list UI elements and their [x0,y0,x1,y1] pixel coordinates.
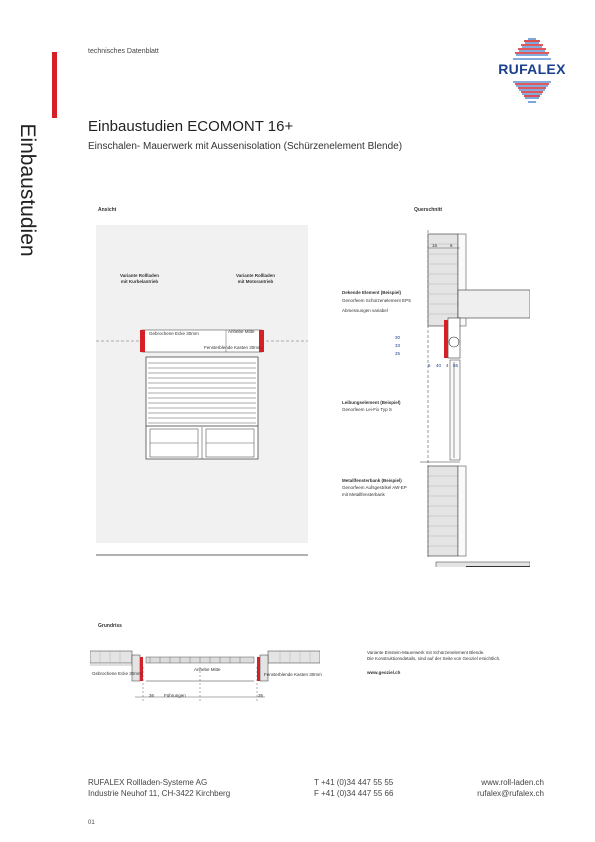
page-title: Einbaustudien ECOMONT 16+ [88,118,294,135]
querschnitt-drawing [400,222,530,567]
doc-type: technisches Datenblatt [88,48,159,55]
gr-dim-right: 36 [258,693,264,698]
querschnitt-label: Querschnitt [414,207,443,213]
element-line-1: Genorfeem Schürzenelement EPS [342,298,412,303]
dim-top-16: 16 [432,243,438,248]
gr-label-fensterblende: Fensterblende Kasten 30mm [264,672,322,677]
element-line-2: Abmessungen variabel [342,308,388,313]
ansicht-label: Ansicht [98,207,117,213]
footer-web-link[interactable]: www.roll-laden.ch [481,778,544,787]
brand-name: RUFALEX [498,61,566,77]
dim-bottom-4: 4 [446,363,449,368]
note-text: Variante Einstein-Mauerwerk mit Schürzenelement Blende. Die Konstruktionsdetails, sind auf der Seite von Geoziel ersichtlich. [367,650,501,662]
footer-email-link[interactable]: rufalex@rufalex.ch [477,789,544,798]
label-gebrochen: Gebrochene Ecke 30mm [149,331,199,336]
accent-bar [52,52,57,118]
footer-contact: T +41 (0)34 447 55 55 F +41 (0)34 447 55 66 [314,778,394,798]
dim-top-6: 6 [450,243,453,248]
label-anhebe: Anhebe Mitte [228,329,255,334]
dim-side-33: 33 [395,343,401,348]
page-subtitle: Einschalen- Mauerwerk mit Aussenisolation (Schürzenelement Blende) [88,141,403,152]
footer-web [440,777,544,799]
dim-bottom-5: 5 [428,363,431,368]
metall-title: Metallfensterbank (Beispiel) [342,478,402,483]
leibung-line-1: Genorfeem Lei-Fix Typ S [342,407,392,412]
metall-line-2: mit Metallfensterbank [342,492,385,497]
dim-bottom-65: 65 [453,363,459,368]
dim-bottom-40: 40 [436,363,442,368]
gr-dim-left: 36 [149,693,155,698]
page-number: 01 [88,820,95,826]
rufalex-logo [498,36,566,106]
element-title: Dekende Element (Beispiel) [342,290,402,295]
variant-right: Variante Rollladen mit Motorantrieb [236,273,276,285]
note-url[interactable]: www.geoziel.ch [367,670,401,675]
label-fensterblende: Fensterblende Kasten 30mm [204,345,262,350]
gr-label-gebrochen: Gebrochene Ecke 30mm [92,671,142,676]
dim-side-30: 30 [395,335,401,340]
side-title: Einbaustudien [16,123,39,257]
footer-company: RUFALEX Rollladen-Systeme AG Industrie Neuhof 11, CH-3422 Kirchberg [88,778,231,798]
variant-left: Variante Rollladen mit Kurbelantrieb [120,273,160,285]
leibung-title: Leibungselement (Beispiel) [342,400,401,405]
gr-label-anhebe: Anhebe Mitte [194,667,221,672]
metall-line-1: Genorfeem Aufsgestrikel AW-EP [342,485,407,490]
dim-side-25: 25 [395,351,401,356]
gr-dim-mid: Führungen [164,693,186,698]
grundriss-label: Grundriss [98,623,122,629]
grundriss-drawing [90,645,320,715]
